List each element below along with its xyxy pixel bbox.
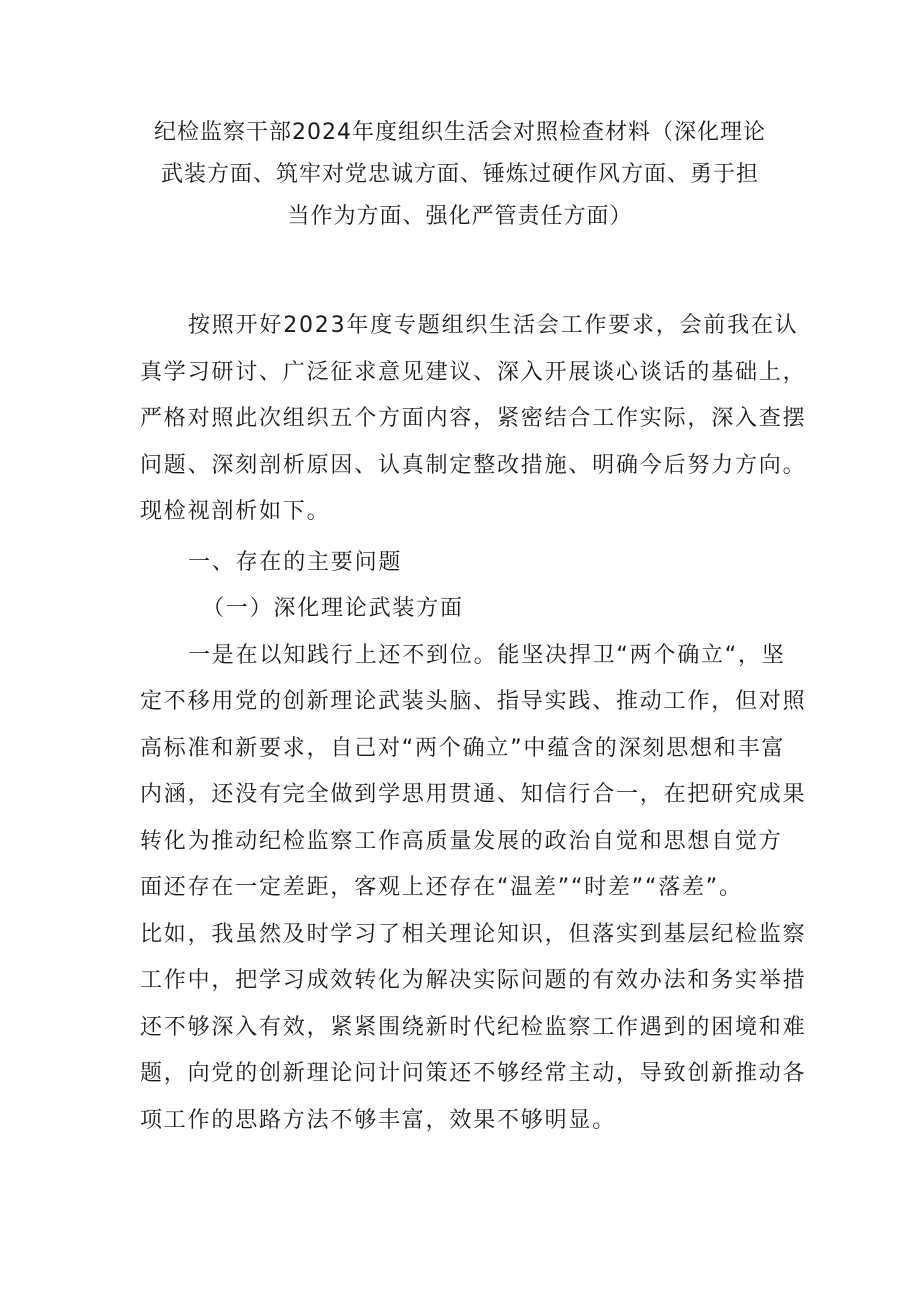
text-line: 问题、深刻剖析原因、认真制定整改措施、明确今后努力方向。 [140,452,807,478]
text-line: 内涵，还没有完全做到学思用贯通、知信行合一，在把研究成果 [140,782,807,807]
title-line: 武装方面、筑牢对党忠诚方面、锤炼过硬作风方面、勇于担 [160,162,759,187]
text-line: 还不够深入有效，紧紧围绕新时代纪检监察工作遇到的困境和难 [140,1014,807,1040]
text-line: 定不移用党的创新理论武装头脑、指导实践、推动工作，但对照 [140,689,807,714]
text-line: 工作中，把学习成效转化为解决实际问题的有效办法和务实举措 [140,968,807,993]
text-line: 比如，我虽然及时学习了相关理论知识，但落实到基层纪检监察 [140,921,807,947]
section-heading: 一、存在的主要问题 [188,549,403,575]
text-line: 项工作的思路方法不够丰富，效果不够明显。 [140,1107,617,1133]
title-line: 当作为方面、强化严管责任方面） [287,204,633,229]
document-title [140,112,780,238]
text-line: 一是在以知践行上还不到位。能坚决捍卫“两个确立“，坚 [188,642,786,668]
text-line: 题，向党的创新理论问计问策还不够经常主动，导致创新推动各 [140,1061,807,1086]
document-body [140,303,807,1144]
text-line: 按照开好2023年度专题组织生活会工作要求，会前我在认 [188,313,799,338]
title-line: 纪检监察干部2024年度组织生活会对照检查材料（深化理论 [154,120,766,145]
text-line: 面还存在一定差距，客观上还存在“温差”“时差”“落差”。 [140,875,743,900]
body-paragraph [140,633,807,1145]
text-line: 严格对照此次组织五个方面内容，紧密结合工作实际，深入查摆 [140,406,807,431]
text-line: 现检视剖析如下。 [140,499,331,524]
intro-paragraph [140,303,807,536]
subsection-heading: （一）深化理论武装方面 [202,596,464,621]
text-line: 转化为推动纪检监察工作高质量发展的政治自觉和思想自觉方 [140,828,783,854]
text-line: 高标准和新要求，自己对“两个确立”中蕴含的深刻思想和丰富 [140,735,786,761]
text-line: 真学习研讨、广泛征求意见建议、深入开展谈心谈话的基础上， [140,359,807,385]
